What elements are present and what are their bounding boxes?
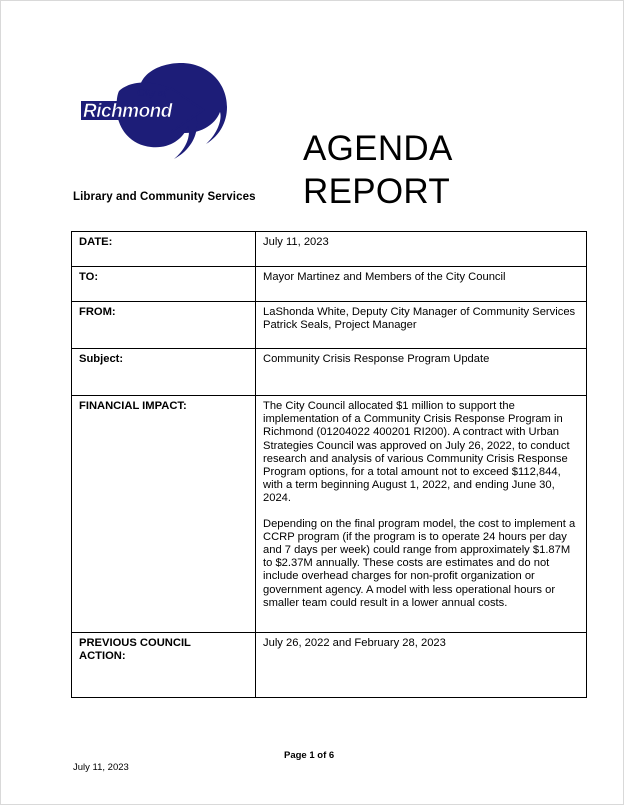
table-row-to [72, 267, 587, 302]
logo-richmond-text: Richmond [83, 101, 172, 122]
row-label-from: FROM: [72, 302, 256, 349]
table-row-subject [72, 349, 587, 396]
table-row-financial-impact [72, 396, 587, 633]
row-value-from [256, 302, 587, 349]
previous-council-action-label-line-1: PREVIOUS COUNCIL [79, 637, 191, 649]
row-value-to: Mayor Martinez and Members of the City Council [256, 267, 587, 302]
row-value-previous-council-action: July 26, 2022 and February 28, 2023 [256, 633, 587, 698]
financial-impact-paragraph-1: The City Council allocated $1 million to support the implementation of a Community Crisis Response Program in Richmond (01204022 400201 RI200). A contract with Urban Strategies Council was approved on July 26, 2022, to conduct research and analysis of various Community Crisis Response Program options, for a total amount not to exceed $112,844, with a term beginning August 1, 2022, and ending June 30, 2024. [263, 400, 570, 505]
row-label-financial-impact: FINANCIAL IMPACT: [72, 396, 256, 633]
logo-city-of-text: City of [137, 87, 168, 99]
table-row-previous-council-action [72, 633, 587, 698]
previous-council-action-label-line-2: ACTION: [79, 650, 126, 663]
page-title [303, 127, 593, 213]
document-header [1, 1, 624, 223]
row-value-subject: Community Crisis Response Program Update [256, 349, 587, 396]
row-label-to: TO: [72, 267, 256, 302]
page-title-line-1: AGENDA [303, 129, 453, 168]
financial-impact-paragraph-2: Depending on the final program model, the cost to implement a CCRP program (if the program is to operate 24 hours per day and 7 days per week) could range from approximately $1.87M to $2.37M annually. These costs are estimates and do not include overhead charges for non-profit organization or government agency. A model with less operational hours or smaller team could result in a lower annual costs. [263, 517, 576, 609]
department-name: Library and Community Services [73, 191, 256, 203]
row-label-subject: Subject: [72, 349, 256, 396]
richmond-swoosh-icon [79, 63, 239, 171]
city-of-richmond-logo [79, 63, 239, 171]
row-value-date: July 11, 2023 [256, 232, 587, 267]
from-line-1: LaShonda White, Deputy City Manager of Community Services [263, 306, 576, 318]
row-label-date: DATE: [72, 232, 256, 267]
row-value-financial-impact [256, 396, 587, 633]
table-row-from [72, 302, 587, 349]
agenda-details-table [71, 231, 587, 698]
from-line-2: Patrick Seals, Project Manager [263, 319, 417, 332]
row-label-previous-council-action [72, 633, 256, 698]
footer-page-number: Page 1 of 6 [284, 750, 335, 761]
footer-date: July 11, 2023 [73, 762, 129, 773]
page-title-line-2: REPORT [303, 172, 451, 211]
table-row-date [72, 232, 587, 267]
